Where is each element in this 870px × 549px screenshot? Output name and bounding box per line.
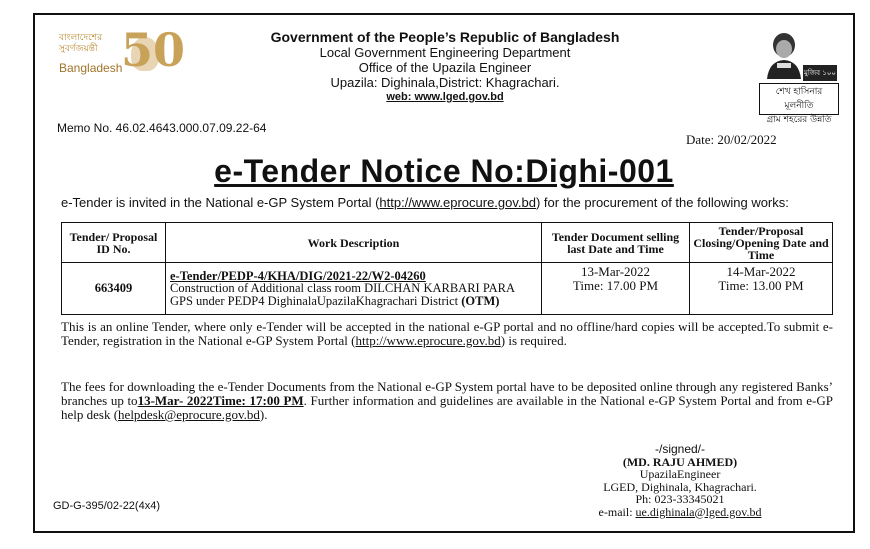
- works-table: [61, 222, 833, 315]
- tender-id: 663409: [62, 263, 166, 315]
- header-selling-date: Tender Document selling last Date and Time: [542, 223, 690, 263]
- bangladesh-50-logo: [53, 23, 186, 89]
- selling-time: Time: 17.00 PM: [572, 278, 659, 293]
- email-link[interactable]: ue.dighinala@lged.gov.bd: [635, 504, 762, 519]
- memo-number: Memo No. 46.02.4643.000.07.09.22-64: [57, 121, 267, 135]
- footer-code: GD-G-395/02-22(4x4): [53, 500, 160, 512]
- signatory-office: LGED, Dighinala, Khagrachari.: [603, 479, 757, 494]
- signatory-email: [580, 506, 780, 519]
- government-header: [185, 29, 705, 104]
- deadline-highlight: 13-Mar- 2022Time: 17:00 PM: [137, 393, 304, 408]
- signatory-designation: UpazilaEngineer: [639, 467, 721, 481]
- intro-text: e-Tender is invited in the National e-GP System Portal (: [61, 195, 380, 210]
- intro-paragraph: [61, 196, 841, 210]
- notice-title: e-Tender Notice No:Dighi-001: [214, 153, 674, 189]
- signature-block: [580, 443, 780, 518]
- procurement-method: (OTM): [461, 293, 500, 308]
- tender-code: e-Tender/PEDP-4/KHA/DIG/2021-22/W2-04260: [170, 268, 426, 283]
- online-tender-paragraph: [61, 320, 833, 348]
- work-description: [166, 263, 542, 315]
- eprocure-link-2[interactable]: http://www.eprocure.gov.bd: [355, 333, 501, 348]
- portrait-icon: [763, 31, 805, 79]
- para2-text-end: ).: [259, 407, 268, 422]
- header-tender-id: Tender/ Proposal ID No.: [62, 223, 166, 263]
- office-name: Office of the Upazila Engineer: [358, 60, 532, 75]
- government-title: Government of the People’s Republic of Bangladesh: [270, 29, 620, 45]
- table-row: [62, 263, 833, 315]
- selling-date-time: [542, 263, 690, 315]
- logo-bengali-text: বাংলাদেশের সুবর্ণজয়ন্তী: [59, 33, 103, 54]
- email-label: e-mail:: [598, 504, 636, 519]
- notice-frame: [33, 13, 855, 533]
- header-closing-date: Tender/Proposal Closing/Opening Date and Time: [690, 223, 833, 263]
- header-work-description: Work Description: [166, 223, 542, 263]
- mujib-100-logo: [757, 31, 839, 125]
- work-description-text: Construction of Additional class room DILCHAN KARBARI PARA GPS under PEDP4 DighinalaUpazilaKhagrachari District: [170, 281, 515, 308]
- closing-date: 14-Mar-2022: [726, 264, 796, 279]
- intro-text-end: ) for the procurement of the following works:: [535, 195, 789, 210]
- slogan-line-2: গ্রাম শহরের উন্নতি: [766, 115, 832, 125]
- table-header-row: [62, 223, 833, 263]
- para1-text-end: ) is required.: [500, 333, 567, 348]
- para2-text: The fees for downloading the e-Tender Documents from the National e-GP System portal have to be deposited online through any registered Banks’ branches up to: [61, 379, 833, 408]
- para1-text: This is an online Tender, where only e-Tender will be accepted in the national e-GP portal and no offline/hard copies will be accepted.To submit e-Tender, registration in the National e-GP System Portal (: [61, 319, 833, 348]
- slogan-box: [759, 83, 839, 125]
- para2-text-mid: . Further information and guidelines are available in the National e-GP System Portal and from e-GP help desk (: [61, 393, 833, 422]
- mujib-badge: মুজিব ১০০: [803, 65, 837, 81]
- signatory-phone: Ph: 023-33345021: [635, 492, 725, 506]
- fees-paragraph: [61, 380, 833, 422]
- selling-date: 13-Mar-2022: [580, 264, 651, 279]
- office-location: Upazila: Dighinala,District: Khagrachari.: [330, 75, 560, 90]
- logo-50: 50: [121, 23, 186, 77]
- signed-mark: -/signed/-: [654, 442, 706, 456]
- helpdesk-email-link[interactable]: helpdesk@eprocure.gov.bd: [118, 407, 260, 422]
- closing-date-time: [690, 263, 833, 315]
- logo-country-text: Bangladesh: [59, 61, 123, 75]
- slogan-line-1: শেখ হাসিনার মূলনীতি: [775, 87, 823, 111]
- website-link[interactable]: web: www.lged.gov.bd: [386, 91, 504, 103]
- eprocure-link[interactable]: http://www.eprocure.gov.bd: [379, 195, 536, 210]
- department-name: Local Government Engineering Department: [319, 45, 571, 60]
- closing-time: Time: 13.00 PM: [718, 278, 804, 293]
- notice-date: Date: 20/02/2022: [686, 132, 777, 147]
- signatory-name: (MD. RAJU AHMED): [622, 454, 738, 469]
